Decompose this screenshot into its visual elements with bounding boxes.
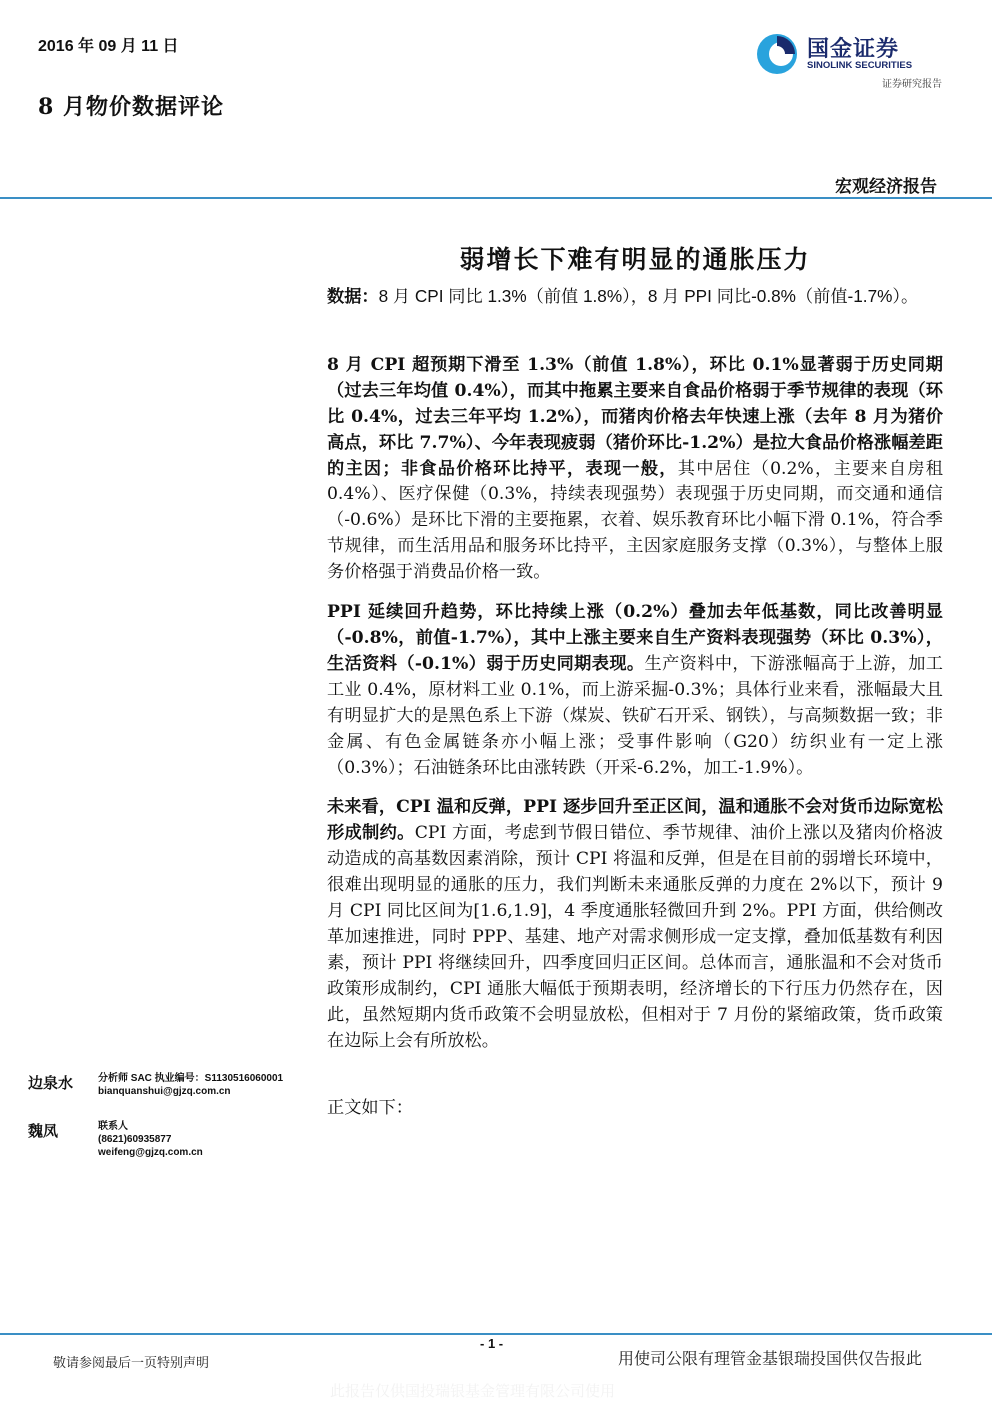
paragraph-ppi-text: 生产资料中，下游涨幅高于上游，加工工业 0.4%，原材料工业 0.1%，而上游采掘-0.3%；具体行业来看，涨幅最大且有明显扩大的是黑色系上下游（煤炭、铁矿石开采、钢铁），与高频数据一致；非金属、有色金属链条亦小幅上涨；受事件影响（G20）纺织业有一定上涨（0.3%）；石油链条环比由涨转跌（开采-6.2%，加工-1.9%）。: [327, 653, 943, 778]
sinolink-logo-icon: [755, 32, 799, 76]
data-summary: [327, 284, 943, 311]
paragraph-outlook-bold: 未来看，CPI 温和反弹，PPI 逐步回升至正区间，温和通胀不会对货币边际宽松形成制约。: [327, 797, 943, 844]
logo-subtitle: 证券研究报告: [882, 79, 942, 90]
paragraph-cpi-bold: 8 月 CPI 超预期下滑至 1.3%（前值 1.8%），环比 0.1%显著弱于历史同期（过去三年均值 0.4%），而其中拖累主要来自食品价格弱于季节规律的表现（环比 0.4%，过去三年平均 1.2%），而猪肉价格去年快速上涨（去年 8 月为猪价高点，环比 7.7%）、今年表现疲弱（猪价环比-1.2%）是拉大食品价格涨幅差距的主因；非食品价格环比持平，表现一般，: [327, 354, 943, 479]
report-title: 8 月物价数据评论: [38, 94, 224, 120]
contact-info: [98, 1120, 318, 1159]
paragraph-cpi-text: 其中居住（0.2%，主要来自房租 0.4%）、医疗保健（0.3%，持续表现强势）表现强于历史同期，而交通和通信（-0.6%）是环比下滑的主要拖累，衣着、娱乐教育环比小幅下滑 0.1%，符合季节规律，而生活用品和服务环比持平，主因家庭服务支撑（0.3%），与整体上服务价格强于消费品价格一致。: [327, 458, 943, 583]
paragraph-outlook-text: CPI 方面，考虑到节假日错位、季节规律、油价上涨以及猪肉价格波动造成的高基数因素消除，预计 CPI 将温和反弹，但是在目前的弱增长环境中，很难出现明显的通胀的压力，我们判断未来通胀反弹的力度在 2%以下，预计 9 月 CPI 同比区间为[1.6,1.9]，4 季度通胀轻微回升到 2%。PPI 方面，供给侧改革加速推进，同时 PPP、基建、地产对需求侧形成一定支撑，叠加低基数有利因素，预计 PPI 将继续回升，四季度回归正区间。总体而言，通胀温和不会对货币政策形成制约，CPI 通胀大幅低于预期表明，经济增长的下行压力仍然存在，因此，虽然短期内货币政策不会明显放松，但相对于 7 月份的紧缩政策，货币政策在边际上会有所放松。: [327, 823, 943, 1051]
report-date: 2016 年 09 月 11 日: [38, 38, 179, 55]
contact-name: 魏凤: [28, 1122, 59, 1140]
contact-role: 联系人: [98, 1121, 128, 1132]
analyst-name: 边泉水: [28, 1074, 74, 1092]
paragraph-ppi: [327, 600, 943, 781]
paragraph-cpi: [327, 353, 943, 586]
logo-en-text: SINOLINK SECURITIES: [807, 60, 913, 71]
paragraph-ppi-bold: PPI 延续回升趋势，环比持续上涨（0.2%）叠加去年低基数，同比改善明显（-0.8%，前值-1.7%），其中上涨主要来自生产资料表现强势（环比 0.3%），生活资料（-0.1%）弱于历史同期表现。: [327, 602, 943, 674]
header-divider: [0, 197, 992, 199]
headline: 弱增长下难有明显的通胀压力: [459, 245, 811, 274]
company-logo: [755, 30, 950, 90]
body-intro: 正文如下：: [327, 1098, 413, 1119]
footer-divider: [0, 1333, 992, 1335]
contact-phone: (8621)60935877: [98, 1134, 172, 1145]
analyst-role: 分析师 SAC 执业编号：S1130516060001: [98, 1073, 284, 1084]
report-body: [327, 284, 943, 1122]
data-summary-label: 数据：: [327, 287, 379, 307]
report-category: 宏观经济报告: [835, 177, 937, 197]
page-number: - 1 -: [480, 1336, 504, 1351]
analyst-info: [98, 1072, 318, 1098]
paragraph-outlook: [327, 795, 943, 1054]
footer-notice: 用使司公限有理管金基银瑞投国供仅告报此: [618, 1351, 923, 1368]
watermark: 此报告仅供国投瑞银基金管理有限公司使用: [330, 1383, 616, 1400]
data-summary-text: 8 月 CPI 同比 1.3%（前值 1.8%），8 月 PPI 同比-0.8%（前值-1.7%）。: [378, 286, 919, 306]
analyst-email[interactable]: bianquanshui@gjzq.com.cn: [98, 1086, 231, 1097]
footer-disclaimer: 敬请参阅最后一页特别声明: [53, 1356, 210, 1371]
contact-email[interactable]: weifeng@gjzq.com.cn: [98, 1147, 203, 1158]
logo-cn-text: 国金证券: [807, 36, 900, 61]
